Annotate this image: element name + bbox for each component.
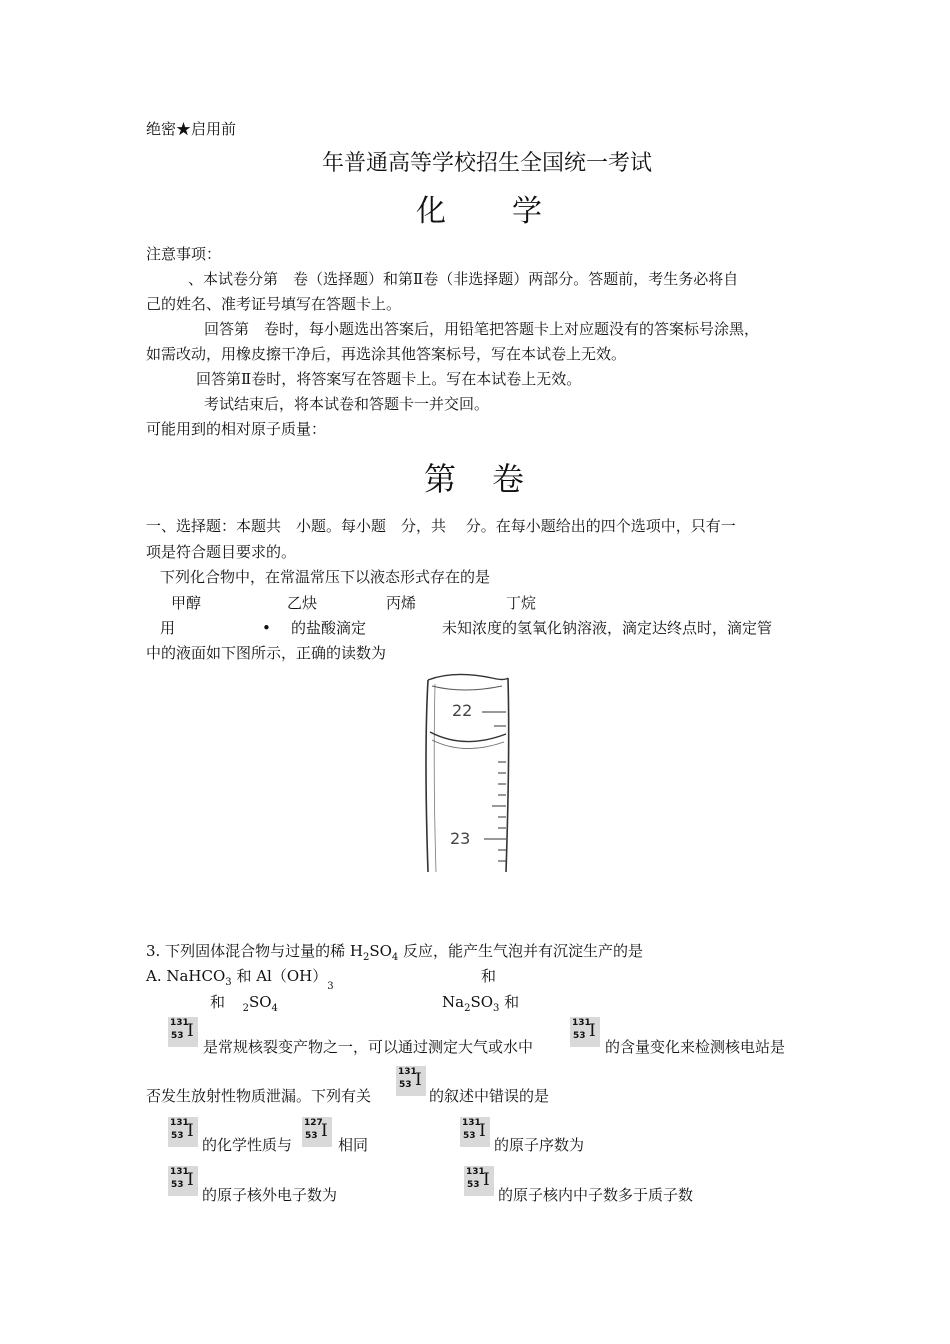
section-intro-line-1: 一、选择题：本题共 小题。每小题 分，共 分。在每小题给出的四个选项中，只有一 xyxy=(146,517,736,535)
q1-stem: 下列化合物中，在常温常压下以液态形式存在的是 xyxy=(160,568,491,586)
q3-option-a-sub2: 3 xyxy=(327,981,334,992)
iso-element: I xyxy=(415,1070,422,1090)
q3-option-c-text: 和 xyxy=(210,993,226,1011)
q2-line-2: 中的液面如下图所示，正确的读数为 xyxy=(146,644,387,662)
iso-z: 53 xyxy=(467,1180,480,1190)
iso-mass: 131 xyxy=(462,1118,481,1128)
iodine-131-symbol xyxy=(464,1166,494,1196)
q3-option-a-text: A. NaHCO xyxy=(146,967,226,985)
q2-line-1-c: 未知浓度的氢氧化钠溶液，滴定达终点时，滴定管 xyxy=(442,619,773,637)
exam-title: 年普通高等学校招生全国统一考试 xyxy=(322,151,653,176)
q4-option-a-text: 的化学性质与 xyxy=(202,1136,293,1154)
iso-z: 53 xyxy=(399,1080,412,1090)
iso-z: 53 xyxy=(463,1131,476,1141)
burette-label-22: 22 xyxy=(452,701,473,720)
q3-option-d-sub: 2 xyxy=(464,1003,471,1014)
iso-mass: 131 xyxy=(170,1118,189,1128)
burette-figure xyxy=(414,672,524,882)
iso-mass: 131 xyxy=(572,1018,591,1028)
q4-option-d-text: 的原子核内中子数多于质子数 xyxy=(498,1186,694,1204)
q1-option-d: 丁烷 xyxy=(506,594,537,612)
q3-option-b: 和 xyxy=(481,967,497,985)
q3-stem-c: 反应，能产生气泡并有沉淀生产的是 xyxy=(398,942,644,960)
q4-line-2-b: 的叙述中错误的是 xyxy=(429,1087,550,1105)
iso-z: 53 xyxy=(171,1180,184,1190)
q4-option-b-text: 的原子序数为 xyxy=(494,1136,585,1154)
iso-z: 53 xyxy=(305,1131,318,1141)
q4-line-2-a: 否发生放射性物质泄漏。下列有关 xyxy=(146,1087,372,1105)
iodine-131-symbol xyxy=(168,1117,198,1147)
iso-mass: 131 xyxy=(466,1167,485,1177)
q3-option-c-sub2: 4 xyxy=(271,1003,278,1014)
iodine-127-symbol xyxy=(302,1117,332,1147)
q1-option-b: 乙炔 xyxy=(287,594,318,612)
iso-element: I xyxy=(589,1021,596,1041)
q1-option-a: 甲醇 xyxy=(171,594,202,612)
q4-option-a-text2: 相同 xyxy=(338,1136,369,1154)
q4-option-c-text: 的原子核外电子数为 xyxy=(202,1186,338,1204)
notes-heading: 注意事项： xyxy=(146,245,222,263)
iodine-131-symbol xyxy=(168,1166,198,1196)
q3-option-d-text3: 和 xyxy=(499,993,520,1011)
iso-z: 53 xyxy=(573,1031,586,1041)
iso-z: 53 xyxy=(171,1031,184,1041)
q3-option-c-sub: 2 xyxy=(242,1003,249,1014)
q3-option-a-text2: 和 Al（OH） xyxy=(231,967,328,985)
subject-title: 化 学 xyxy=(416,194,544,229)
iodine-131-symbol xyxy=(570,1017,600,1047)
atomic-mass-label: 可能用到的相对原子质量： xyxy=(146,420,327,438)
section-intro-line-2: 项是符合题目要求的。 xyxy=(146,543,297,561)
q4-line-1-b: 的含量变化来检测核电站是 xyxy=(605,1038,786,1056)
iso-z: 53 xyxy=(171,1131,184,1141)
q3-option-d-text: Na xyxy=(442,993,465,1011)
note-4: 考试结束后，将本试卷和答题卡一并交回。 xyxy=(204,395,490,413)
iodine-131-symbol xyxy=(460,1117,490,1147)
q3-option-d-sub2: 3 xyxy=(493,1003,500,1014)
iso-element: I xyxy=(187,1170,194,1190)
iso-element: I xyxy=(321,1121,328,1141)
note-1-line-2: 己的姓名、准考证号填写在答题卡上。 xyxy=(146,295,402,313)
q2-line-1-b: 的盐酸滴定 xyxy=(291,619,367,637)
iso-element: I xyxy=(483,1170,490,1190)
note-1-line-1: 、本试卷分第 卷（选择题）和第Ⅱ卷（非选择题）两部分。答题前，考生务必将自 xyxy=(188,270,739,288)
iso-mass: 131 xyxy=(170,1167,189,1177)
q3-stem-sub2: 4 xyxy=(391,952,399,963)
iso-mass: 127 xyxy=(304,1118,323,1128)
secret-label: 绝密★启用前 xyxy=(146,120,237,138)
note-2-line-2: 如需改动，用橡皮擦干净后，再选涂其他答案标号，写在本试卷上无效。 xyxy=(146,345,627,363)
note-3: 回答第Ⅱ卷时，将答案写在答题卡上。写在本试卷上无效。 xyxy=(196,370,582,388)
q3-option-c xyxy=(210,991,278,1020)
note-2-line-1: 回答第 卷时，每小题选出答案后，用铅笔把答题卡上对应题没有的答案标号涂黑， xyxy=(204,320,760,338)
q3-option-d xyxy=(442,991,519,1020)
q3-option-a-sub: 3 xyxy=(225,977,232,988)
iso-mass: 131 xyxy=(170,1018,189,1028)
q4-line-1-a: 是常规核裂变产物之一，可以通过测定大气或水中 xyxy=(203,1038,534,1056)
q3-stem-sub1: 2 xyxy=(362,952,370,963)
q3-stem-b: SO xyxy=(369,942,392,960)
q2-line-1-a: 用 xyxy=(160,619,176,637)
iodine-131-symbol xyxy=(168,1017,198,1047)
q2-line-1-dot: • xyxy=(262,619,271,637)
volume-title: 第 卷 xyxy=(424,460,527,498)
q1-option-c: 丙烯 xyxy=(386,594,417,612)
iso-mass: 131 xyxy=(398,1067,417,1077)
iso-element: I xyxy=(187,1021,194,1041)
q3-stem-a: 3. 下列固体混合物与过量的稀 H xyxy=(146,942,363,960)
q3-option-d-text2: SO xyxy=(470,993,494,1011)
iso-element: I xyxy=(479,1121,486,1141)
q3-option-c-text2: SO xyxy=(248,993,272,1011)
iodine-131-symbol xyxy=(396,1066,426,1096)
burette-label-23: 23 xyxy=(450,829,471,848)
iso-element: I xyxy=(187,1121,194,1141)
